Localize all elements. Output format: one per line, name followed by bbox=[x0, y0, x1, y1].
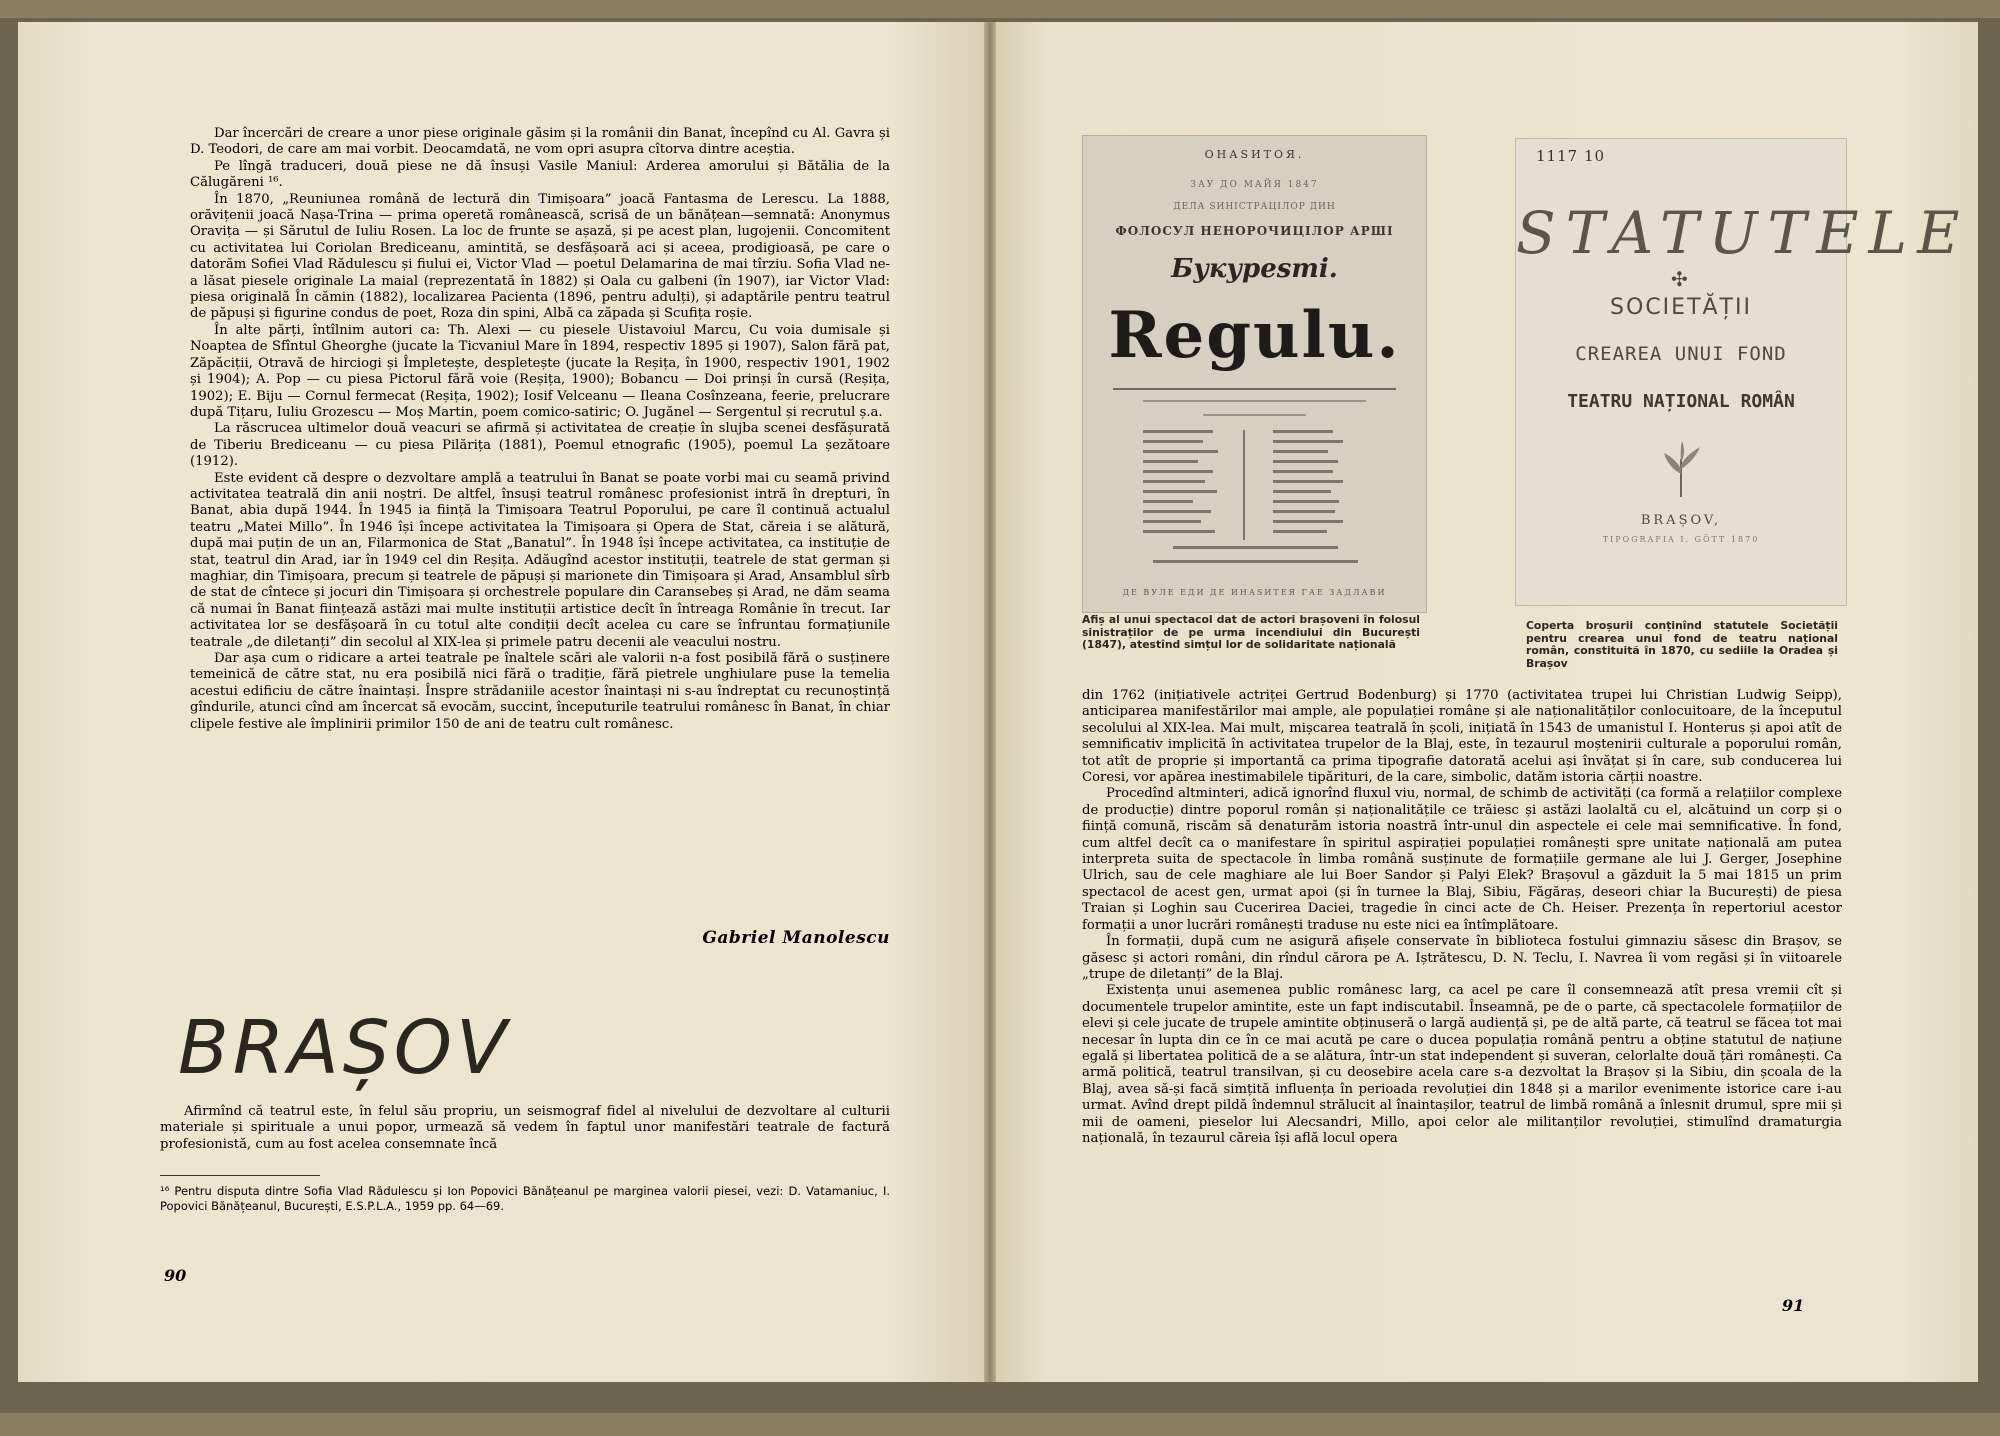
ornament-icon: ✣ bbox=[1671, 267, 1688, 291]
paragraph: În 1870, „Reuniunea română de lectură din Timișoara” joacă Fantasma de Lerescu. La 1888, orăvițenii joacă Nașa-Trina — prima operetă românească, scrisă de un bănățean—semnată: Anonymus Oravița — și Sărutul de Iuliu Rosen. La loc de frunte se așază, și pe acest plan, lugojenii. Concomitent cu activitatea lui Coriolan Brediceanu, amintită, se desfășoară aci și aceea, prodigioasă, pe care o datorăm Sofiei Vlad Rădulescu și fiului ei, Victor Vlad — poetul Delamarina de mai tîrziu. Sofia Vlad ne-a lăsat piesele originale La maial (reprezentată în 1882) și Oala cu galbeni (în 1907), iar Victor Vlad: piesa originală În cămin (1882), localizarea Pacienta (1896, pentru adulți), și adaptările pentru teatrul de păpuși și figurine condus de poet, Roza din spini, Albă ca zăpada și Scufița roșie. bbox=[190, 191, 890, 322]
page-number-left: 90 bbox=[164, 1266, 187, 1285]
left-column bbox=[190, 126, 890, 733]
paragraph: În alte părți, întîlnim autori ca: Th. Alexi — cu piesele Uistavoiul Marcu, Cu voia dumisale și Noaptea de Sfîntul Gheorghe (jucate la Ticvaniul Mare în 1894, respectiv 1895 și 1907), Salon fără pat, Zăpăciții, Otravă de hirciogi și Împletește, despletește (jucate la Reșița, în 1900, respectiv 1901, 1902 și 1904); A. Pop — cu piesa Pictorul fără voie (Reșița, 1900); Bobancu — Doi prinși în cursă (Reșița, 1902); E. Biju — Cornul fermecat (Reșița, 1902); Iosif Velceanu — Ileana Cosînzeana, feerie, prelucrare după Tițaru, Iuliu Grozescu — Moș Martin, poem comico-satiric; O. Jugănel — Sergentul și recrutul ș.a. bbox=[190, 322, 890, 420]
paragraph: Procedînd altminteri, adică ignorînd fluxul viu, normal, de schimb de activități (ca formă a relațiilor complexe de producție) dintre poporul român și naționalitățile ce trăiesc și astăzi laolaltă cu el, alcătuind un corp și o ființă comună, riscăm să denaturăm istoria noastră într-unul din aspectele ei cele mai semnificative. În fond, cum altfel decît ca o manifestare în spiritul aspirației populației românești spre unitate națională am putea interpreta suita de spectacole în limba română susținute de formațiile germane ale lui J. Gerger, Josephine Ulrich, sau de cele maghiare ale lui Boer Sandor și Palyi Elek? Brașovul a găzduit la 5 mai 1815 un prim spectacol de acest gen, urmat apoi (și în turnee la Blaj, Sibiu, Făgăraș, deseori chiar la București) de piesa Traian și Loghin sau Cucerirea Daciei, tragedie în cinci acte de Ch. Heiser. Prezența în repertoriul acestor formații a unor lucrări românești traduse nu este nici ea întîmplătoare. bbox=[1082, 786, 1842, 933]
poster-bottom-text: ДЕ ВУЛЕ ЕДИ ДЕ ИНАЅИТЕЯ ГАЕ ЗАДЛАВИ bbox=[1122, 588, 1387, 597]
poster-image bbox=[1082, 135, 1427, 613]
cover-printer: TIPOGRAFIA I. GÖTT 1870 bbox=[1602, 535, 1760, 544]
poster-title: Regulu. bbox=[1108, 298, 1401, 373]
paragraph: În formații, după cum ne asigură afișele conservate în biblioteca fostului gimnaziu săsesc din Brașov, se găsesc și actori români, din rîndul cărora pe A. Iștrătescu, D. N. Teclu, I. Navrea îi vom regăsi și în viitoarele „trupe de diletanți” de la Blaj. bbox=[1082, 934, 1842, 982]
paragraph: La răscrucea ultimelor două veacuri se afirmă și activitatea de creație în slujba scenei desfășurată de Tiberiu Brediceanu — cu piesa Pilărița (1881), Poemul etnografic (1905), poemul La șezătoare (1912). bbox=[190, 421, 890, 470]
cover-society: SOCIETĂȚII bbox=[1610, 295, 1752, 320]
plant-ornament-icon bbox=[1656, 439, 1706, 499]
paragraph: Pe lîngă traduceri, două piese ne dă însuși Vasile Maniul: Arderea amorului și Bătălia de la Călugăreni ¹⁶. bbox=[190, 158, 890, 191]
paragraph: Existența unui asemenea public românesc larg, ca acel pe care îl consemnează atît presa vremii cît și documentele trupelor amintite, este un fapt indiscutabil. Înseamnă, pe de o parte, că spectacolele formațiilor de elevi și cele jucate de trupele amintite obținuseră o largă audiență și, pe de altă parte, că teatrul se făcea tot mai necesar în lupta din ce în ce mai acută pe care o ducea populația română pentru a obține statutul de națiune egală și libertatea politică de a se alătura, într-un stat independent și suveran, celorlalte două țări românești. Ca armă politică, teatrul transilvan, și cu deosebire acela care s-a dezvoltat la Brașov și la Sibiu, din școala de la Blaj, avea să-și facă simțită influența în perioada revoluției din 1848 și a marilor evenimente istorice care i-au urmat. Avînd drept pildă îndemnul strălucit al înaintașilor, teatrul de limbă română a înlesnit drumul, spre mii și mii de oameni, pieselor lui Alecsandri, Millo, apoi celor ale militanților revoluției, stimulînd dramaturgia națională, în tezaurul căreia își află locul opera bbox=[1082, 983, 1842, 1146]
cover-image bbox=[1515, 138, 1970, 606]
poster-line2: ФОЛОСУЛ НЕНОРОЧИЦІЛОР АРШІ bbox=[1115, 224, 1394, 238]
poster-rule bbox=[1143, 400, 1366, 402]
paragraph: Dar încercări de creare a unor piese originale găsim și la românii din Banat, începînd cu Al. Gavra și D. Teodori, de care am mai vorbit. Deocamdată, ne vom opri asupra cîtorva dintre aceștia. bbox=[190, 126, 890, 158]
poster-city: Букуреsті. bbox=[1171, 254, 1338, 284]
paragraph: Dar așa cum o ridicare a artei teatrale pe înaltele scări ale valorii n-a fost posibilă fără o susținere temeinică de către stat, nu era posibilă nici fără o tradiție, fără pietrele unghiulare puse la temelia acestui edificiu de către înaintași. Înspre strădaniile acestor înaintași ni s-au îndreptat cu recunoștință gîndurile, atunci cînd am încercat să evocăm, succint, începuturile teatrului românesc în Banat, în chiar clipele festive ale împlinirii primilor 150 de ani de teatru cult românesc. bbox=[190, 651, 890, 732]
poster-caption: Afiș al unui spectacol dat de actori brașoveni în folosul sinistraților de pe urma incendiului din București (1847), atestînd simțul lor de solidaritate națională bbox=[1082, 613, 1420, 651]
section-intro bbox=[160, 1104, 890, 1153]
footnote-rule bbox=[160, 1175, 320, 1176]
cover-theatre: TEATRU NAȚIONAL ROMÂN bbox=[1567, 391, 1795, 412]
poster-rule bbox=[1203, 414, 1306, 416]
book-gutter bbox=[984, 22, 996, 1382]
cover-place: BRAȘOV, bbox=[1640, 513, 1722, 528]
right-column bbox=[1082, 688, 1842, 1147]
section-heading: BRAȘOV bbox=[178, 1005, 511, 1091]
paragraph: Este evident că despre o dezvoltare amplă a teatrului în Banat se poate vorbi mai cu seamă privind activitatea teatrală din anii noștri. De altfel, însuși teatrul românesc profesionist intră în drepturi, în Banat, abia după 1944. În 1945 ia ființă la Timișoara Teatrul Poporului, pe care îl continuă actualul teatru „Matei Millo”. În 1946 își începe activitatea la Timișoara și Opera de Stat, căreia i se alătură, după mai puțin de un an, Filarmonica de Stat „Banatul”. În 1948 își începe activitatea, ca instituție de stat, teatrul din Arad, iar în 1949 cel din Reșița. Adăugînd acestor instituții, teatrele de stat german și maghiar, din Timișoara, precum și teatrele de păpuși și marionete din Timișoara și Arad, Ansamblul sîrb de stat de cîntece și jocuri din Timișoara și orchestrele populare din Caransebeș și Arad, ne dăm seama că numai în Banat ființează astăzi mai multe instituții artistice decît în întreaga Românie în trecut. Iar activitatea lor se desfășoară în cu totul alte condiții decît acelea cu care se înfruntau formațiunile teatrale „de diletanți” din secolul al XIX-lea și primele patru decenii ale veacului nostru. bbox=[190, 470, 890, 650]
poster-date-text: ЗАУ ДО МАЙЯ 1847 bbox=[1190, 180, 1319, 190]
poster-top-text: ОНАЅИТОЯ. bbox=[1204, 148, 1305, 161]
poster-cast-list bbox=[1143, 426, 1368, 576]
cover-top-mark: 1117 10 bbox=[1536, 147, 1606, 165]
paragraph: din 1762 (inițiativele actriței Gertrud Bodenburg) și 1770 (activitatea trupei lui Christian Ludwig Seipp), anticiparea manifestărilor mai ample, ale populației române și ale naționalităților conlocuitoare, de la începutul secolului al XIX-lea. Mai mult, mișcarea teatrală în școli, inițiată în 1543 de umanistul I. Honterus și apoi atît de semnificativ implicită în activitatea trupelor de la Blaj, este, în tezaurul moștenirii culturale a poporului român, tot atît de proprie și importantă ca prima tipografie datorată acelui ași învățat și în care, sub conducerea lui Coresi, vor apărea inestimabilele tipărituri, de la care, simbolic, datăm istoria cărții noastre. bbox=[1082, 688, 1842, 786]
poster-rule bbox=[1113, 388, 1396, 390]
poster-line1: ДЕЛА ЅИНІСТРАЦІЛОР ДИН bbox=[1173, 202, 1336, 212]
footnote: ¹⁶ Pentru disputa dintre Sofia Vlad Rădulescu și Ion Popovici Bănățeanul pe marginea valorii piesei, vezi: D. Vatamaniuc, I. Popovici Bănățeanul, București, E.S.P.L.A., 1959 pp. 64—69. bbox=[160, 1184, 890, 1213]
page-number-right: 91 bbox=[1782, 1296, 1805, 1315]
paragraph: Afirmînd că teatrul este, în felul său propriu, un seismograf fidel al nivelului de dezvoltare al culturii materiale și spirituale a unui popor, urmează să vedem în faptul unor manifestări teatrale de factură profesionistă, cum au fost acelea consemnate încă bbox=[160, 1104, 890, 1152]
author-signature: Gabriel Manolescu bbox=[702, 928, 890, 948]
cover-caption: Coperta broșurii conținînd statutele Societății pentru crearea unui fond de teatru național român, constituită în 1870, cu sediile la Oradea și Brașov bbox=[1526, 619, 1838, 670]
cover-arc-title: STATUTELE bbox=[1516, 199, 1970, 267]
cover-creation: CREAREA UNUI FOND bbox=[1575, 343, 1787, 365]
